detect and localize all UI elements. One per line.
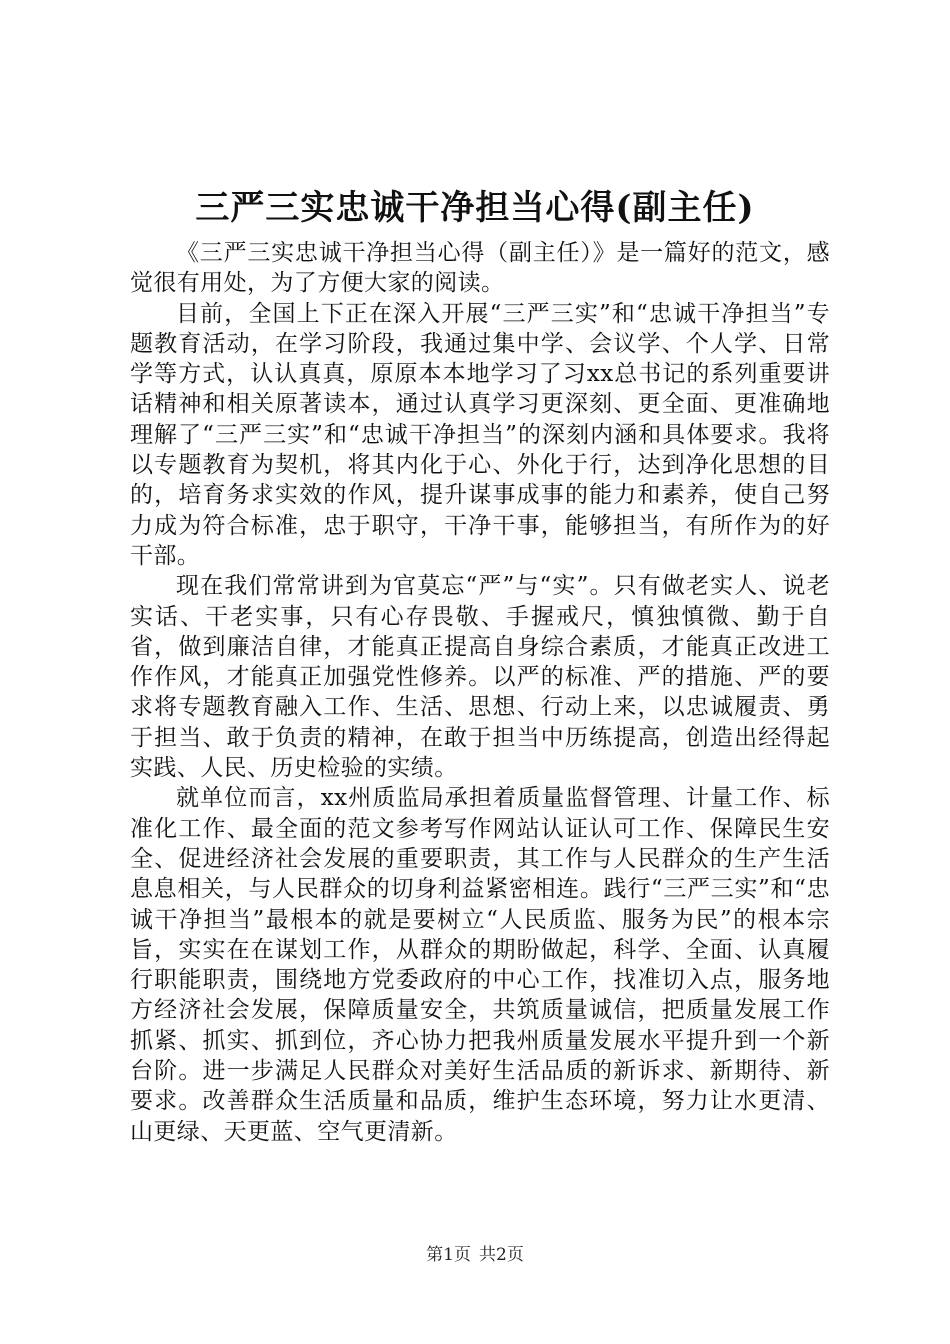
page-number: 第1页 (426, 1245, 471, 1265)
page-footer (0, 1244, 950, 1266)
page-total: 共2页 (479, 1245, 524, 1265)
document-body (130, 238, 830, 1147)
document-title: 三严三实忠诚干净担当心得(副主任) (195, 188, 755, 228)
paragraph-unit: 就单位而言，xx州质监局承担着质量监督管理、计量工作、标准化工作、最全面的范文参考写作网站认证认可工作、保障民生安全、促进经济社会发展的重要职责，其工作与人民群众的生产生活息息相关，与人民群众的切身利益紧密相连。践行“三严三实”和“忠诚干净担当”最根本的就是要树立“人民质监、服务为民”的根本宗旨，实实在在谋划工作，从群众的期盼做起，科学、全面、认真履行职能职责，围绕地方党委政府的中心工作，找准切入点，服务地方经济社会发展，保障质量安全，共筑质量诚信，把质量发展工作抓紧、抓实、抓到位，齐心协力把我州质量发展水平提升到一个新台阶。进一步满足人民群众对美好生活品质的新诉求、新期待、新要求。改善群众生活质量和品质，维护生态环境，努力让水更清、山更绿、天更蓝、空气更清新。 (130, 785, 830, 1145)
paragraph-study: 目前，全国上下正在深入开展“三严三实”和“忠诚干净担当”专题教育活动，在学习阶段，我通过集中学、会议学、个人学、日常学等方式，认认真真，原原本本地学习了习xx总书记的系列重要讲话精神和相关原著读本，通过认真学习更深刻、更全面、更准确地理解了“三严三实”和“忠诚干净担当”的深刻内涵和具体要求。我将以专题教育为契机，将其内化于心、外化于行，达到净化思想的目的，培育务求实效的作风，提升谋事成事的能力和素养，使自己努力成为符合标准，忠于职守，干净干事，能够担当，有所作为的好干部。 (130, 300, 830, 569)
paragraph-strict-practical: 现在我们常常讲到为官莫忘“严”与“实”。只有做老实人、说老实话、干老实事，只有心存畏敬、手握戒尺，慎独慎微、勤于自省，做到廉洁自律，才能真正提高自身综合素质，才能真正改进工作作风，才能真正加强党性修养。以严的标准、严的措施、严的要求将专题教育融入工作、生活、思想、行动上来，以忠诚履责、勇于担当、敢于负责的精神，在敢于担当中历练提高，创造出经得起实践、人民、历史检验的实绩。 (130, 573, 830, 782)
paragraph-intro: 《三严三实忠诚干净担当心得（副主任）》是一篇好的范文，感觉很有用处，为了方便大家的阅读。 (130, 240, 830, 297)
